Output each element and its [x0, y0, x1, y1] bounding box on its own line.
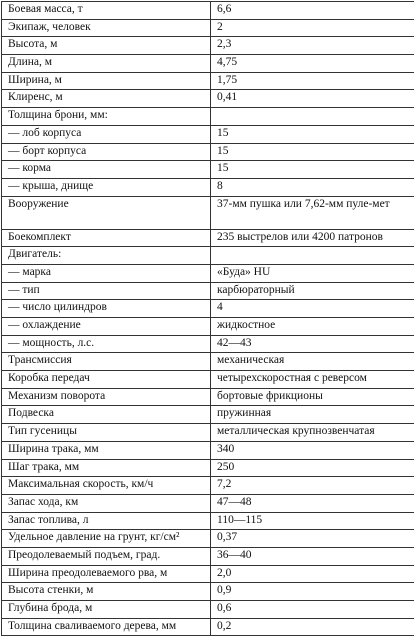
row-value: металлическая крупнозвенчатая: [211, 424, 414, 442]
row-value: 2: [211, 19, 414, 37]
row-value: 235 выстрелов или 4200 патронов: [211, 229, 414, 247]
row-label: Боекомплект: [2, 229, 211, 247]
row-value: 7,2: [211, 477, 414, 495]
table-row: [2, 196, 414, 229]
row-value: 4: [211, 300, 414, 318]
row-value: 1,75: [211, 72, 414, 90]
row-value: 0,37: [211, 530, 414, 548]
table-row: [2, 264, 414, 282]
table-row: [2, 494, 414, 512]
row-value: 8: [211, 178, 414, 196]
table-row: [2, 55, 414, 73]
table-row: [2, 90, 414, 108]
row-label: Запас топлива, л: [2, 512, 211, 530]
row-value: 42—43: [211, 335, 414, 353]
table-row: [2, 37, 414, 55]
row-label: Механизм поворота: [2, 388, 211, 406]
row-label: Коробка передач: [2, 371, 211, 389]
row-label: Высота, м: [2, 37, 211, 55]
spec-table: [1, 1, 414, 636]
row-label: Длина, м: [2, 55, 211, 73]
table-row: [2, 125, 414, 143]
table-row: [2, 72, 414, 90]
row-label: Двигатель:: [2, 247, 211, 265]
row-value: [211, 247, 414, 265]
row-value: 0,6: [211, 601, 414, 619]
row-value: 250: [211, 459, 414, 477]
row-value: механическая: [211, 353, 414, 371]
row-value: 36—40: [211, 547, 414, 565]
row-value: 15: [211, 161, 414, 179]
table-row: [2, 282, 414, 300]
row-value: 47—48: [211, 494, 414, 512]
table-row: [2, 459, 414, 477]
row-label: — число цилиндров: [2, 300, 211, 318]
table-row: [2, 143, 414, 161]
row-label: Толщина сваливаемого дерева, мм: [2, 618, 211, 636]
table-row: [2, 371, 414, 389]
table-row: [2, 247, 414, 265]
row-label: — лоб корпуса: [2, 125, 211, 143]
table-row: [2, 161, 414, 179]
row-label: Вооружение: [2, 196, 211, 229]
row-label: — крыша, днище: [2, 178, 211, 196]
row-label: Высота стенки, м: [2, 583, 211, 601]
table-row: [2, 565, 414, 583]
table-row: [2, 406, 414, 424]
row-label: — корма: [2, 161, 211, 179]
row-label: Ширина преодолеваемого рва, м: [2, 565, 211, 583]
row-value: бортовые фрикционы: [211, 388, 414, 406]
row-label: Трансмиссия: [2, 353, 211, 371]
row-value: 2,0: [211, 565, 414, 583]
row-value: 2,3: [211, 37, 414, 55]
row-value: 0,41: [211, 90, 414, 108]
table-row: [2, 335, 414, 353]
table-row: [2, 441, 414, 459]
row-label: Толщина брони, мм:: [2, 108, 211, 126]
row-label: Ширина трака, мм: [2, 441, 211, 459]
row-label: — тип: [2, 282, 211, 300]
row-label: Удельное давление на грунт, кг/см²: [2, 530, 211, 548]
table-row: [2, 19, 414, 37]
row-label: Боевая масса, т: [2, 2, 211, 20]
row-label: Тип гусеницы: [2, 424, 211, 442]
row-label: Экипаж, человек: [2, 19, 211, 37]
table-row: [2, 530, 414, 548]
table-row: [2, 353, 414, 371]
row-value: 15: [211, 125, 414, 143]
row-label: Преодолеваемый подъем, град.: [2, 547, 211, 565]
row-value: 37-мм пушка или 7,62-мм пуле-мет: [211, 196, 414, 229]
row-label: Шаг трака, мм: [2, 459, 211, 477]
table-row: [2, 178, 414, 196]
table-row: [2, 318, 414, 336]
row-value: 6,6: [211, 2, 414, 20]
table-row: [2, 601, 414, 619]
table-row: [2, 108, 414, 126]
table-row: [2, 583, 414, 601]
row-label: — мощность, л.с.: [2, 335, 211, 353]
table-row: [2, 388, 414, 406]
row-value: четырехскоростная с реверсом: [211, 371, 414, 389]
row-label: Клиренс, м: [2, 90, 211, 108]
row-value: 110—115: [211, 512, 414, 530]
row-label: — борт корпуса: [2, 143, 211, 161]
table-row: [2, 424, 414, 442]
row-value: карбюраторный: [211, 282, 414, 300]
table-row: [2, 477, 414, 495]
row-value: пружинная: [211, 406, 414, 424]
spec-table-body: [2, 2, 414, 636]
table-row: [2, 2, 414, 20]
row-label: Максимальная скорость, км/ч: [2, 477, 211, 495]
row-label: — охлаждение: [2, 318, 211, 336]
row-value: [211, 108, 414, 126]
table-row: [2, 512, 414, 530]
row-value: «Буда» HU: [211, 264, 414, 282]
table-row: [2, 618, 414, 636]
row-value: 15: [211, 143, 414, 161]
row-label: Запас хода, км: [2, 494, 211, 512]
row-value: 0,2: [211, 618, 414, 636]
row-value: 0,9: [211, 583, 414, 601]
row-label: — марка: [2, 264, 211, 282]
row-label: Глубина брода, м: [2, 601, 211, 619]
row-value: 4,75: [211, 55, 414, 73]
row-value: 340: [211, 441, 414, 459]
row-label: Ширина, м: [2, 72, 211, 90]
table-row: [2, 229, 414, 247]
table-row: [2, 547, 414, 565]
row-value: жидкостное: [211, 318, 414, 336]
table-row: [2, 300, 414, 318]
row-label: Подвеска: [2, 406, 211, 424]
